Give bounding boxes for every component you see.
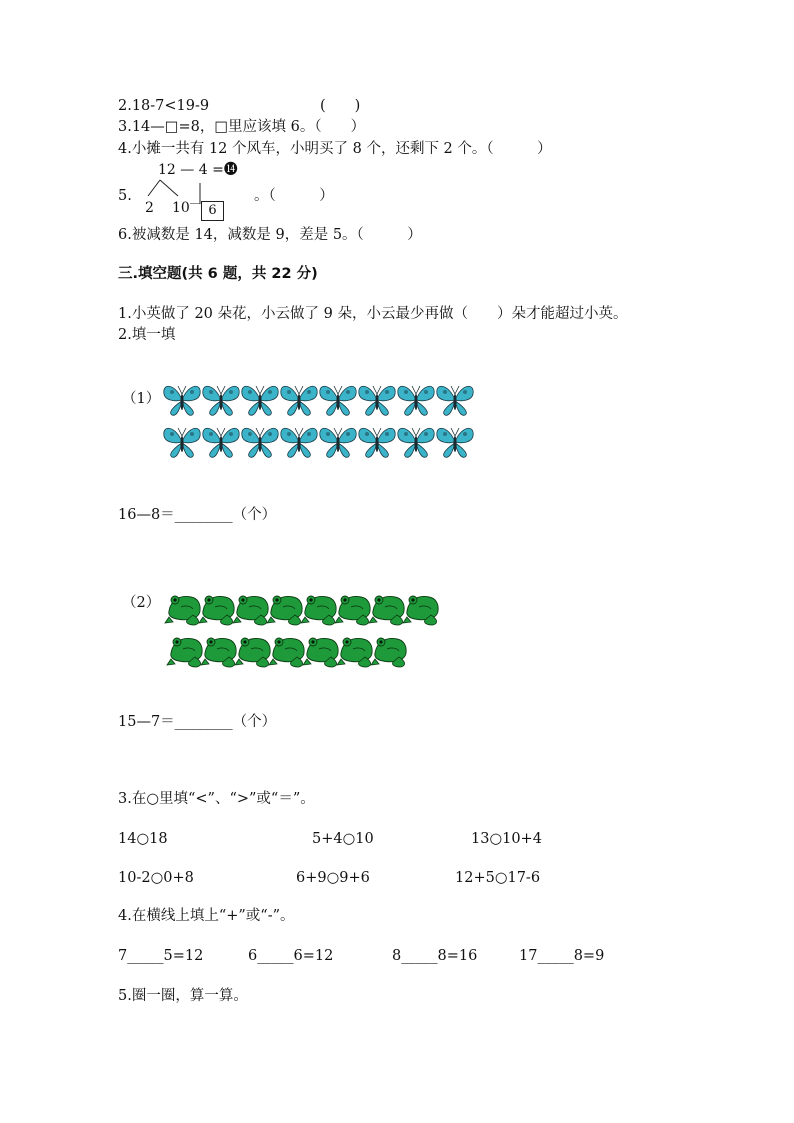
- frog-icon: [199, 596, 234, 625]
- judge-q2: 2.18-7<19-9: [118, 98, 210, 114]
- butterfly-picture: [163, 378, 477, 464]
- q5-answer-box: 6: [201, 201, 224, 221]
- butterfly-icon: [437, 428, 473, 457]
- fill-q3: 3.在○里填“<”、“>”或“＝”。: [118, 791, 315, 807]
- part2-label: （2）: [122, 595, 161, 611]
- frog-icon: [267, 596, 302, 625]
- fill-eq1: 16—8＝________（个）: [118, 507, 277, 523]
- butterfly-icon: [164, 386, 200, 415]
- frog-icon: [235, 638, 270, 667]
- butterfly-icon: [242, 386, 278, 415]
- fill-eq2: 15—7＝________（个）: [118, 714, 277, 730]
- butterfly-icon: [281, 386, 317, 415]
- q5-top-expr: 12 — 4 =⓮: [158, 162, 238, 178]
- compare-1-1: 14○18: [118, 831, 168, 847]
- frog-icon: [165, 596, 200, 625]
- compare-2-3: 12+5○17-6: [455, 870, 541, 886]
- part1-label: （1）: [122, 391, 161, 407]
- q5-ten: 10: [172, 200, 190, 216]
- judge-q4: 4.小摊一共有 12 个风车，小明买了 8 个，还剩下 2 个。（ ）: [118, 141, 552, 157]
- fill-q2: 2.填一填: [118, 327, 176, 343]
- compare-2-1: 10-2○0+8: [118, 870, 194, 886]
- frog-icon: [335, 596, 370, 625]
- butterfly-icon: [164, 428, 200, 457]
- sign-item-2: 6_____6=12: [248, 948, 334, 964]
- fill-q5: 5.圈一圈，算一算。: [118, 988, 248, 1004]
- judge-q2-paren: ( ): [320, 98, 361, 114]
- butterfly-icon: [398, 428, 434, 457]
- q5-two: 2: [145, 200, 154, 216]
- butterfly-icon: [359, 428, 395, 457]
- frog-icon: [403, 596, 438, 625]
- frog-icon: [337, 638, 372, 667]
- section3-title: 三.填空题(共 6 题，共 22 分): [118, 266, 318, 282]
- sign-item-1: 7_____5=12: [118, 948, 204, 964]
- judge-q5-tail: 。（ ）: [254, 188, 334, 204]
- frog-picture: [163, 583, 439, 671]
- butterfly-icon: [398, 386, 434, 415]
- compare-1-3: 13○10+4: [471, 831, 542, 847]
- butterfly-icon: [437, 386, 473, 415]
- frog-icon: [167, 638, 202, 667]
- sign-item-4: 17_____8=9: [519, 948, 605, 964]
- judge-q5-label: 5.: [118, 188, 132, 204]
- fill-q1: 1.小英做了 20 朵花，小云做了 9 朵，小云最少再做（ ）朵才能超过小英。: [118, 306, 628, 322]
- judge-q6: 6.被减数是 14，减数是 9，差是 5。（ ）: [118, 227, 422, 243]
- butterfly-icon: [203, 386, 239, 415]
- frog-icon: [233, 596, 268, 625]
- butterfly-icon: [242, 428, 278, 457]
- frog-icon: [269, 638, 304, 667]
- frog-icon: [303, 638, 338, 667]
- fill-q4: 4.在横线上填上“+”或“-”。: [118, 908, 295, 924]
- butterfly-icon: [320, 386, 356, 415]
- compare-1-2: 5+4○10: [312, 831, 374, 847]
- butterfly-icon: [203, 428, 239, 457]
- sign-item-3: 8_____8=16: [392, 948, 478, 964]
- frog-icon: [301, 596, 336, 625]
- frog-icon: [369, 596, 404, 625]
- butterfly-icon: [281, 428, 317, 457]
- judge-q3: 3.14—□=8，□里应该填 6。（ ）: [118, 119, 366, 135]
- butterfly-icon: [359, 386, 395, 415]
- compare-2-2: 6+9○9+6: [296, 870, 370, 886]
- frog-icon: [201, 638, 236, 667]
- frog-icon: [371, 638, 406, 667]
- butterfly-icon: [320, 428, 356, 457]
